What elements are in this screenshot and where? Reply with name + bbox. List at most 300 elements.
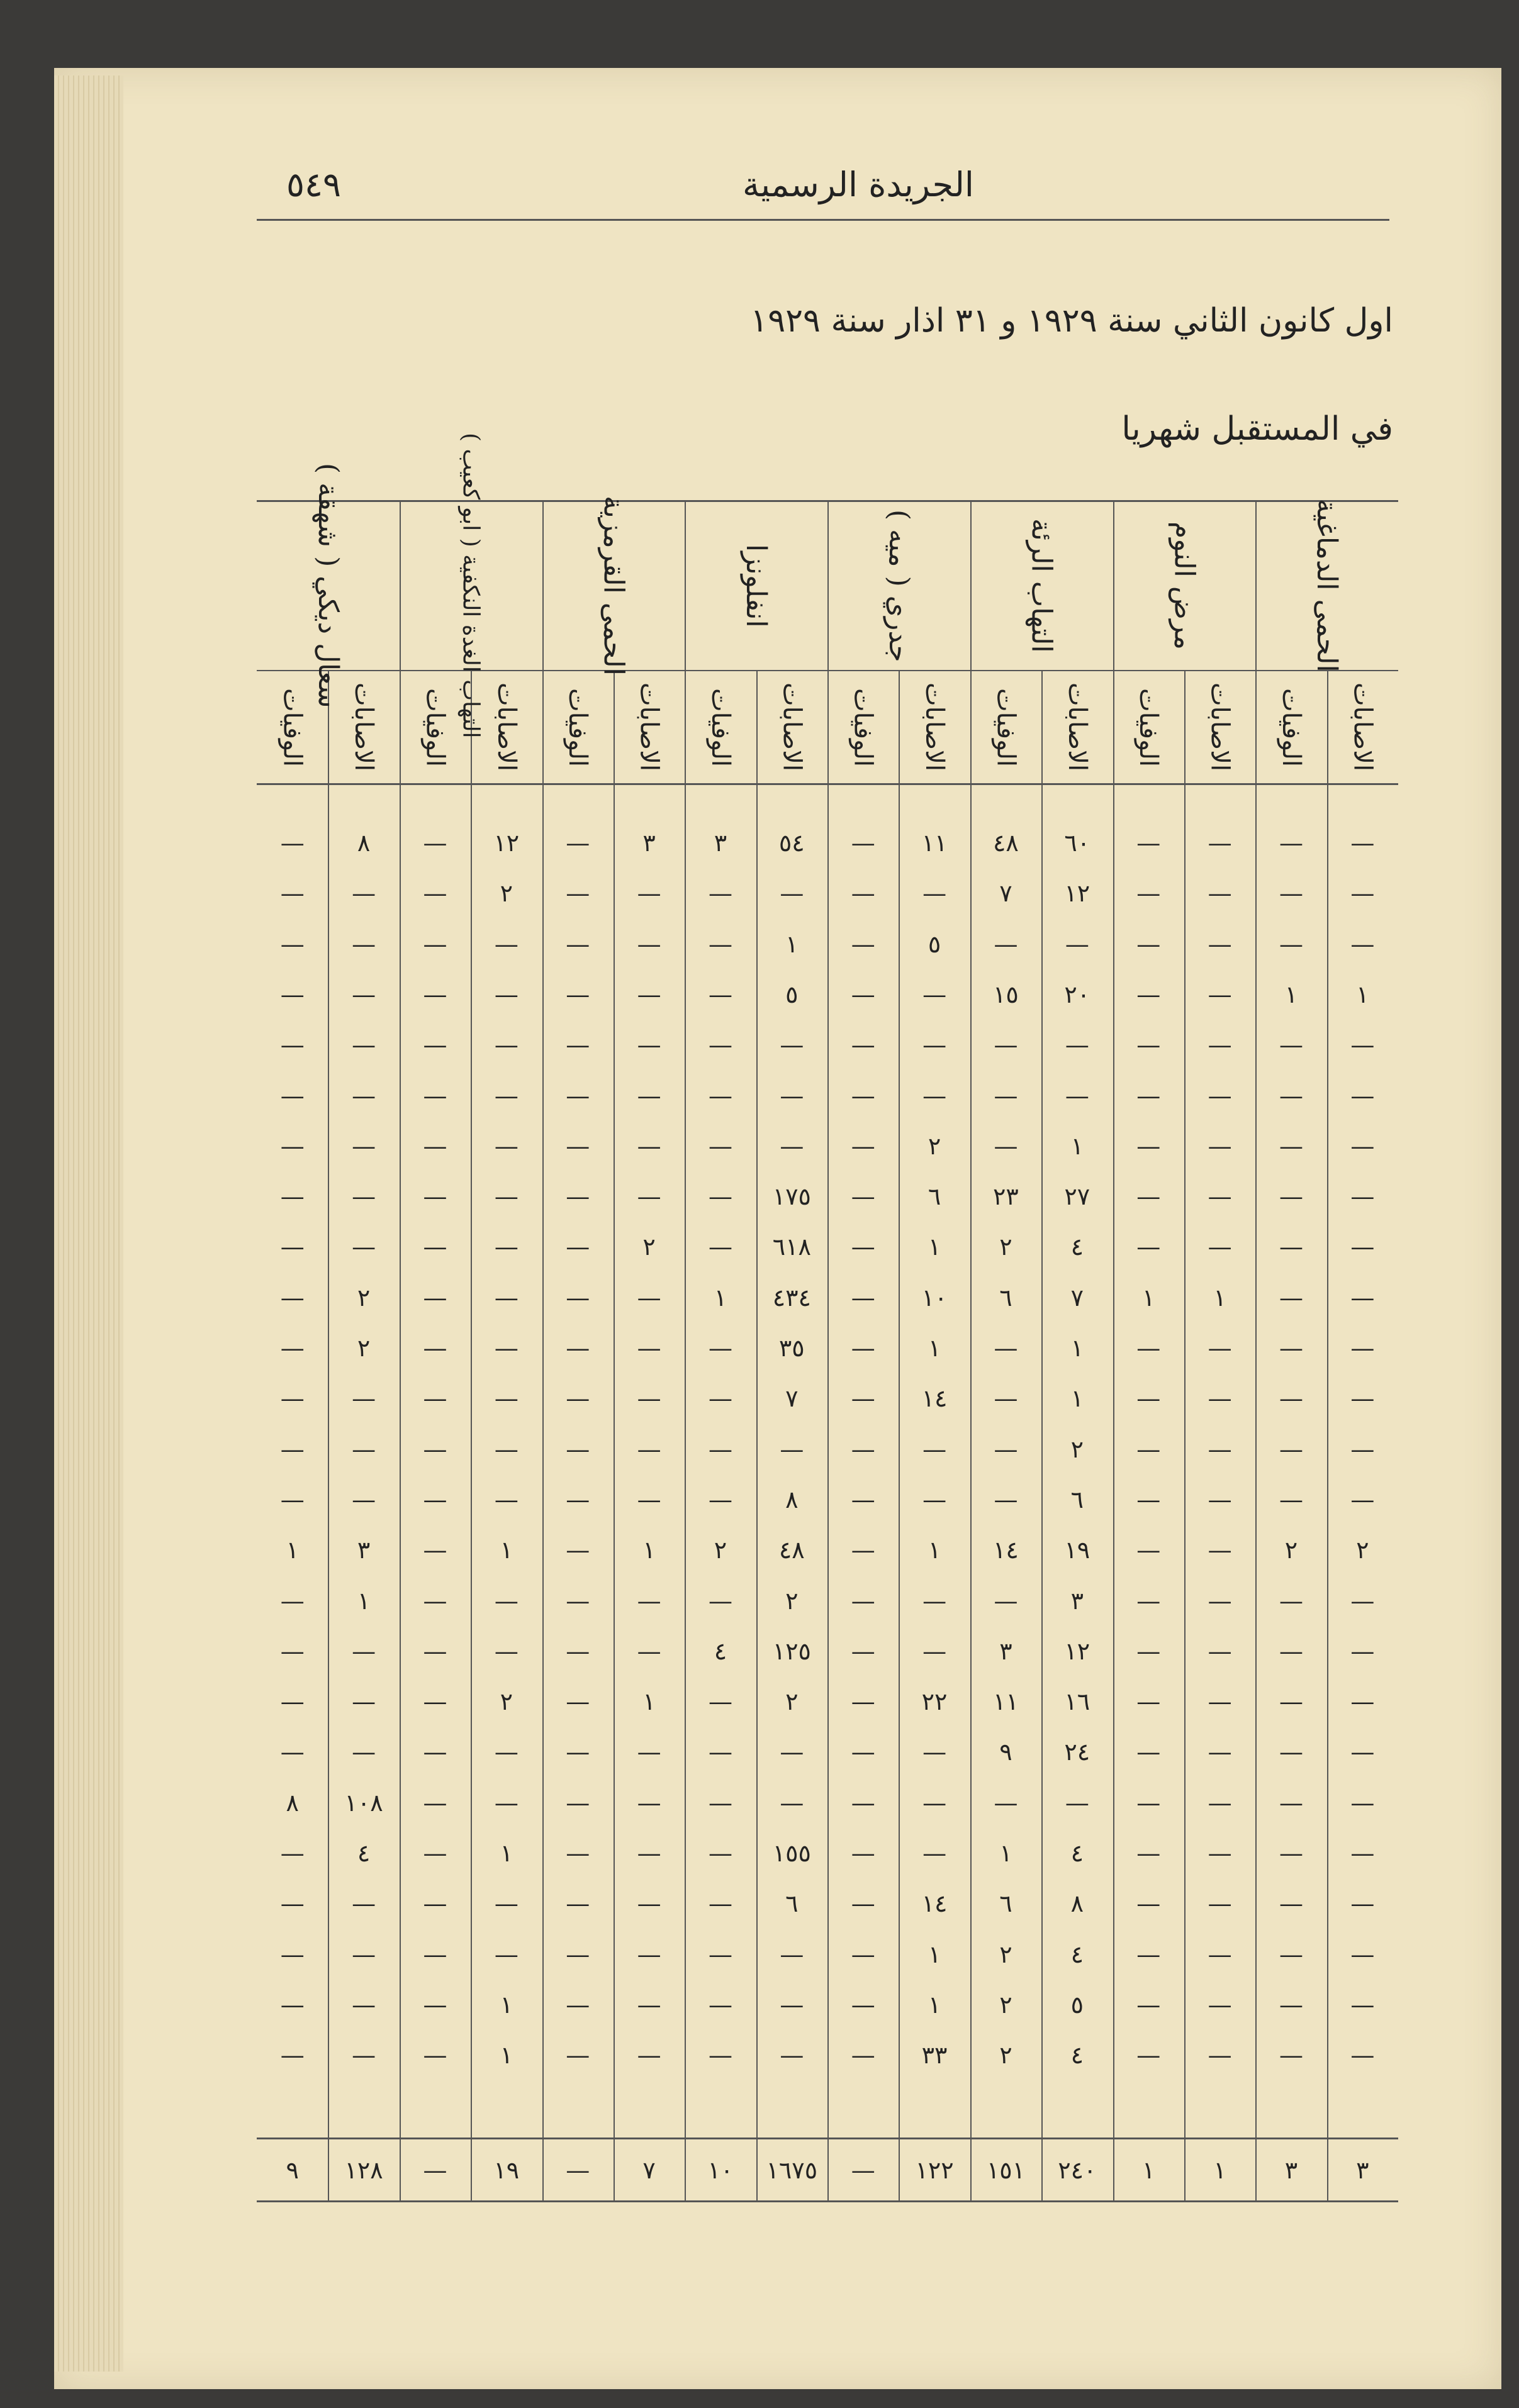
table-cell: ٩ bbox=[999, 1738, 1012, 1766]
table-cell: — bbox=[922, 1738, 947, 1766]
table-cell: — bbox=[922, 1637, 947, 1665]
table-cell: — bbox=[1208, 1334, 1232, 1362]
table-cell: ٦١٨ bbox=[772, 1233, 811, 1261]
table-cell: ٤٨ bbox=[993, 829, 1019, 857]
table-cell: — bbox=[1350, 1435, 1375, 1463]
table-cell: — bbox=[1208, 1990, 1232, 2019]
table-cell: — bbox=[566, 1233, 590, 1261]
table-cell: ١١ bbox=[993, 1688, 1019, 1716]
table-cell: — bbox=[352, 1183, 376, 1211]
table-cell: ٥ bbox=[928, 930, 941, 958]
table-cell: ١٠ bbox=[921, 1283, 948, 1312]
table-cell: — bbox=[1208, 1081, 1232, 1110]
disease-header-label: جدري ( ميه ) bbox=[882, 509, 915, 662]
table-cell: — bbox=[280, 1940, 305, 1968]
table-cell: ١٩ bbox=[1064, 1536, 1090, 1564]
table-cell: ١٦ bbox=[1064, 1688, 1090, 1716]
table-cell: — bbox=[423, 1485, 447, 1513]
table-cell: — bbox=[494, 1334, 518, 1362]
table-cell: ١ bbox=[642, 1688, 656, 1716]
table-cell: — bbox=[851, 980, 875, 1008]
table-cell: — bbox=[922, 1435, 947, 1463]
disease-header bbox=[542, 496, 685, 676]
cases-subheader: الاصابات bbox=[1348, 683, 1377, 772]
table-cell: — bbox=[566, 2041, 590, 2070]
table-cell: — bbox=[1136, 1586, 1161, 1615]
table-cell: — bbox=[1279, 1637, 1303, 1665]
table-cell: — bbox=[494, 1586, 518, 1615]
deaths-subheader: الوفيات bbox=[277, 688, 307, 767]
table-cell: — bbox=[637, 1435, 661, 1463]
table-cell: — bbox=[851, 1586, 875, 1615]
table-cell: — bbox=[1279, 1283, 1303, 1312]
table-cell: — bbox=[1279, 1586, 1303, 1615]
table-cell: — bbox=[708, 1435, 732, 1463]
table-cell: ٢ bbox=[500, 1688, 513, 1716]
table-cell: — bbox=[566, 1990, 590, 2019]
table-cell: — bbox=[708, 1485, 732, 1513]
table-cell: — bbox=[637, 1890, 661, 1918]
table-cell: — bbox=[637, 1334, 661, 1362]
deaths-subheader: الوفيات bbox=[991, 688, 1021, 767]
table-cell: — bbox=[352, 1031, 376, 1059]
table-cell: ١ bbox=[500, 1536, 513, 1564]
table-cell: — bbox=[566, 1485, 590, 1513]
table-cell: — bbox=[922, 980, 947, 1008]
table-cell: — bbox=[1208, 879, 1232, 908]
table-cell: — bbox=[494, 1485, 518, 1513]
table-cell: — bbox=[1279, 1081, 1303, 1110]
table-cell: ٢ bbox=[714, 1536, 727, 1564]
table-cell: — bbox=[780, 1031, 804, 1059]
table-bottom-rule bbox=[257, 2200, 1398, 2202]
table-cell: — bbox=[1208, 1233, 1232, 1261]
table-cell: — bbox=[1208, 1688, 1232, 1716]
table-cell: — bbox=[1136, 1081, 1161, 1110]
table-cell: ٢٤ bbox=[1064, 1738, 1090, 1766]
table-cell: — bbox=[637, 1990, 661, 2019]
disease-header bbox=[1255, 499, 1398, 672]
table-cell: — bbox=[423, 1890, 447, 1918]
table-cell: ٢ bbox=[999, 1233, 1012, 1261]
table-cell: — bbox=[566, 1435, 590, 1463]
table-cell: — bbox=[708, 1233, 732, 1261]
table-cell: — bbox=[1279, 1233, 1303, 1261]
table-cell: — bbox=[994, 930, 1018, 958]
table-cell: — bbox=[637, 1637, 661, 1665]
table-cell: ٥ bbox=[785, 980, 799, 1008]
table-cell: — bbox=[708, 1334, 732, 1362]
table-cell: — bbox=[1208, 2041, 1232, 2070]
table-cell: — bbox=[708, 1385, 732, 1413]
table-cell: ١ bbox=[642, 1536, 656, 1564]
table-cell: ٢ bbox=[999, 2041, 1012, 2070]
table-cell: — bbox=[1136, 1132, 1161, 1160]
table-cell: — bbox=[1208, 1031, 1232, 1059]
table-cell: — bbox=[1350, 1183, 1375, 1211]
table-cell: ٤ bbox=[1070, 1940, 1084, 1968]
table-cell: — bbox=[1208, 1183, 1232, 1211]
table-cell: — bbox=[851, 1132, 875, 1160]
table-cell: — bbox=[780, 2041, 804, 2070]
table-cell: ١ bbox=[928, 1536, 941, 1564]
disease-header-label: التهاب الغدة النكفية ( ابو كعيب ) bbox=[457, 433, 484, 739]
total-cell: ٣ bbox=[1284, 2156, 1298, 2184]
table-cell: — bbox=[1208, 1485, 1232, 1513]
table-cell: — bbox=[494, 1890, 518, 1918]
deaths-subheader: الوفيات bbox=[1134, 688, 1163, 767]
table-cell: — bbox=[280, 1738, 305, 1766]
table-cell: — bbox=[637, 1031, 661, 1059]
table-cell: — bbox=[280, 1183, 305, 1211]
table-cell: — bbox=[1136, 1435, 1161, 1463]
table-cell: — bbox=[1136, 1688, 1161, 1716]
table-cell: — bbox=[494, 1031, 518, 1059]
table-cell: — bbox=[780, 1081, 804, 1110]
table-cell: — bbox=[1350, 1081, 1375, 1110]
table-cell: ٢٠ bbox=[1064, 980, 1090, 1008]
table-cell: — bbox=[708, 1788, 732, 1817]
table-cell: — bbox=[994, 1385, 1018, 1413]
disease-header bbox=[257, 463, 400, 708]
table-cell: — bbox=[280, 1081, 305, 1110]
table-cell: — bbox=[566, 1536, 590, 1564]
table-cell: — bbox=[494, 1183, 518, 1211]
total-cell: ٢٤٠ bbox=[1058, 2156, 1097, 2184]
table-cell: ٢ bbox=[1070, 1435, 1084, 1463]
table-cell: — bbox=[994, 1435, 1018, 1463]
table-cell: — bbox=[851, 1536, 875, 1564]
table-cell: — bbox=[637, 1132, 661, 1160]
table-cell: — bbox=[851, 1839, 875, 1867]
table-cell: — bbox=[1208, 829, 1232, 857]
table-cell: ٨ bbox=[357, 829, 371, 857]
table-cell: — bbox=[708, 1081, 732, 1110]
table-cell: — bbox=[280, 1890, 305, 1918]
table-cell: — bbox=[1350, 1990, 1375, 2019]
table-cell: ١ bbox=[928, 1990, 941, 2019]
table-cell: — bbox=[851, 930, 875, 958]
table-cell: — bbox=[1279, 1031, 1303, 1059]
table-cell: — bbox=[780, 1132, 804, 1160]
total-cell: ١٠ bbox=[707, 2156, 734, 2184]
table-cell: — bbox=[1136, 1637, 1161, 1665]
table-cell: — bbox=[1279, 829, 1303, 857]
table-cell: — bbox=[851, 1031, 875, 1059]
table-cell: — bbox=[708, 1586, 732, 1615]
deaths-subheader: الوفيات bbox=[420, 688, 450, 767]
table-cell: — bbox=[637, 1485, 661, 1513]
table-cell: — bbox=[423, 829, 447, 857]
total-cell: — bbox=[851, 2156, 875, 2184]
table-cell: ٢٧ bbox=[1064, 1183, 1090, 1211]
table-cell: — bbox=[423, 1738, 447, 1766]
cases-subheader: الاصابات bbox=[920, 683, 950, 772]
table-cell: — bbox=[851, 1890, 875, 1918]
total-cell: ١ bbox=[1141, 2156, 1155, 2184]
table-cell: — bbox=[708, 1031, 732, 1059]
table-cell: — bbox=[851, 829, 875, 857]
disease-header bbox=[970, 504, 1113, 667]
table-cell: — bbox=[1136, 879, 1161, 908]
table-cell: — bbox=[352, 1738, 376, 1766]
table-cell: ٢ bbox=[642, 1233, 656, 1261]
table-cell: — bbox=[423, 1788, 447, 1817]
total-cell: ١٢٨ bbox=[344, 2156, 383, 2184]
table-cell: — bbox=[851, 1637, 875, 1665]
table-cell: — bbox=[708, 1890, 732, 1918]
table-cell: — bbox=[1136, 1183, 1161, 1211]
table-cell: ١ bbox=[928, 1233, 941, 1261]
table-cell: — bbox=[994, 1788, 1018, 1817]
table-cell: — bbox=[1208, 980, 1232, 1008]
table-cell: — bbox=[922, 1839, 947, 1867]
table-cell: — bbox=[1350, 2041, 1375, 2070]
table-cell: — bbox=[1136, 930, 1161, 958]
table-cell: — bbox=[1350, 1890, 1375, 1918]
table-cell: — bbox=[280, 1132, 305, 1160]
table-cell: — bbox=[566, 879, 590, 908]
table-cell: — bbox=[851, 1183, 875, 1211]
total-cell: ١٦٧٥ bbox=[766, 2156, 818, 2184]
journal-title: الجريدة الرسمية bbox=[743, 165, 974, 204]
table-cell: ٧ bbox=[785, 1385, 799, 1413]
table-cell: ٢ bbox=[928, 1132, 941, 1160]
monthly-note-line: في المستقبل شهريا bbox=[1121, 410, 1393, 448]
table-cell: — bbox=[1350, 1688, 1375, 1716]
table-cell: ٢ bbox=[999, 1990, 1012, 2019]
table-cell: — bbox=[280, 1385, 305, 1413]
table-cell: — bbox=[1279, 1890, 1303, 1918]
table-cell: — bbox=[352, 1637, 376, 1665]
table-cell: — bbox=[851, 1738, 875, 1766]
table-cell: — bbox=[423, 1385, 447, 1413]
table-cell: ٤ bbox=[1070, 1233, 1084, 1261]
table-cell: ٣ bbox=[642, 829, 656, 857]
table-cell: — bbox=[1279, 930, 1303, 958]
disease-header bbox=[685, 504, 827, 667]
table-cell: ١٧٥ bbox=[772, 1183, 811, 1211]
table-cell: — bbox=[1208, 1738, 1232, 1766]
table-cell: — bbox=[352, 930, 376, 958]
table-cell: — bbox=[280, 1334, 305, 1362]
table-cell: — bbox=[1279, 1485, 1303, 1513]
table-cell: ١٤ bbox=[921, 1385, 948, 1413]
table-cell: — bbox=[922, 1485, 947, 1513]
table-cell: — bbox=[1350, 1385, 1375, 1413]
table-cell: — bbox=[1136, 980, 1161, 1008]
table-cell: ١٤ bbox=[921, 1890, 948, 1918]
table-cell: — bbox=[851, 1688, 875, 1716]
table-cell: — bbox=[352, 1990, 376, 2019]
table-cell: ٢ bbox=[357, 1283, 371, 1312]
table-cell: — bbox=[566, 1081, 590, 1110]
table-cell: — bbox=[851, 1940, 875, 1968]
disease-header-label: سعال ديكي ( شهقة ) bbox=[311, 463, 344, 708]
cases-subheader: الاصابات bbox=[349, 683, 379, 772]
table-cell: — bbox=[280, 829, 305, 857]
table-cell: — bbox=[566, 1788, 590, 1817]
table-cell: ١ bbox=[1070, 1132, 1084, 1160]
total-cell: ١٩ bbox=[493, 2156, 520, 2184]
table-cell: — bbox=[423, 980, 447, 1008]
table-cell: — bbox=[1279, 1132, 1303, 1160]
table-cell: — bbox=[1136, 1334, 1161, 1362]
table-cell: — bbox=[352, 1940, 376, 1968]
table-cell: — bbox=[637, 1788, 661, 1817]
table-cell: ٢ bbox=[1356, 1536, 1369, 1564]
table-cell: ٢٢ bbox=[921, 1688, 948, 1716]
table-cell: — bbox=[494, 1385, 518, 1413]
table-cell: ٤ bbox=[357, 1839, 371, 1867]
table-cell: — bbox=[566, 1283, 590, 1312]
table-cell: — bbox=[1279, 879, 1303, 908]
table-cell: — bbox=[352, 879, 376, 908]
table-cell: ٦٠ bbox=[1064, 829, 1090, 857]
table-cell: ٢٣ bbox=[993, 1183, 1019, 1211]
disease-header bbox=[827, 504, 970, 667]
table-cell: ١٥ bbox=[993, 980, 1019, 1008]
table-cell: — bbox=[280, 2041, 305, 2070]
table-cell: — bbox=[1136, 1385, 1161, 1413]
table-cell: — bbox=[1208, 1536, 1232, 1564]
table-cell: — bbox=[280, 930, 305, 958]
table-cell: — bbox=[494, 1132, 518, 1160]
table-cell: — bbox=[494, 1081, 518, 1110]
table-cell: — bbox=[566, 1688, 590, 1716]
table-cell: — bbox=[352, 1890, 376, 1918]
table-cell: ١٢٥ bbox=[772, 1637, 811, 1665]
table-cell: — bbox=[494, 1940, 518, 1968]
table-cell: — bbox=[1136, 1990, 1161, 2019]
table-cell: — bbox=[637, 1283, 661, 1312]
table-cell: — bbox=[423, 879, 447, 908]
page-edge bbox=[54, 75, 123, 2372]
table-cell: ٢ bbox=[785, 1586, 799, 1615]
table-cell: — bbox=[423, 1283, 447, 1312]
table-cell: — bbox=[280, 1688, 305, 1716]
table-cell: — bbox=[280, 1839, 305, 1867]
table-cell: — bbox=[352, 1385, 376, 1413]
table-cell: ٣ bbox=[999, 1637, 1012, 1665]
table-cell: ٨ bbox=[1070, 1890, 1084, 1918]
table-cell: — bbox=[851, 1485, 875, 1513]
table-cell: — bbox=[352, 1132, 376, 1160]
cases-subheader: الاصابات bbox=[491, 683, 521, 772]
table-cell: — bbox=[566, 980, 590, 1008]
table-cell: ٣ bbox=[714, 829, 727, 857]
table-cell: — bbox=[851, 1283, 875, 1312]
table-cell: — bbox=[994, 1132, 1018, 1160]
table-cell: — bbox=[494, 1738, 518, 1766]
table-cell: — bbox=[1136, 1940, 1161, 1968]
table-cell: — bbox=[280, 1233, 305, 1261]
cases-subheader: الاصابات bbox=[634, 683, 664, 772]
total-cell: — bbox=[566, 2156, 590, 2184]
table-cell: — bbox=[423, 2041, 447, 2070]
disease-header-label: انفلونزا bbox=[740, 543, 773, 628]
table-cell: — bbox=[1208, 1132, 1232, 1160]
table-cell: — bbox=[1350, 1132, 1375, 1160]
total-cell: — bbox=[423, 2156, 447, 2184]
table-cell: — bbox=[423, 930, 447, 958]
table-cell: — bbox=[566, 1586, 590, 1615]
deaths-subheader: الوفيات bbox=[1276, 688, 1306, 767]
date-range-line: اول كانون الثاني سنة ١٩٢٩ و ٣١ اذار سنة ١٩٢٩ bbox=[750, 302, 1393, 340]
table-cell: — bbox=[494, 930, 518, 958]
table-cell: — bbox=[1350, 1738, 1375, 1766]
table-cell: — bbox=[352, 1485, 376, 1513]
table-cell: — bbox=[851, 1990, 875, 2019]
table-cell: ٦ bbox=[928, 1183, 941, 1211]
table-cell: — bbox=[1279, 1990, 1303, 2019]
total-cell: ٧ bbox=[642, 2156, 656, 2184]
table-cell: — bbox=[637, 1385, 661, 1413]
table-cell: — bbox=[1350, 1940, 1375, 1968]
table-cell: — bbox=[1136, 1536, 1161, 1564]
table-cell: ١٥٥ bbox=[772, 1839, 811, 1867]
header-rule bbox=[257, 219, 1389, 221]
table-cell: — bbox=[1136, 1890, 1161, 1918]
table-cell: — bbox=[1208, 930, 1232, 958]
deaths-subheader: الوفيات bbox=[848, 688, 878, 767]
table-cell: — bbox=[1208, 1890, 1232, 1918]
table-cell: — bbox=[352, 980, 376, 1008]
total-cell: ١٥١ bbox=[986, 2156, 1026, 2184]
table-cell: ١ bbox=[500, 1839, 513, 1867]
table-cell: — bbox=[1350, 1283, 1375, 1312]
table-cell: — bbox=[1136, 1031, 1161, 1059]
table-cell: ٦ bbox=[999, 1890, 1012, 1918]
disease-header-label: الحمى الدماغية bbox=[1311, 499, 1343, 672]
table-cell: — bbox=[637, 1738, 661, 1766]
table-cell: ١ bbox=[500, 1990, 513, 2019]
table-cell: — bbox=[423, 1688, 447, 1716]
table-cell: — bbox=[708, 1132, 732, 1160]
table-cell: — bbox=[1279, 1788, 1303, 1817]
table-cell: — bbox=[851, 1081, 875, 1110]
table-cell: — bbox=[708, 1688, 732, 1716]
table-cell: — bbox=[1279, 1940, 1303, 1968]
table-cell: — bbox=[280, 1586, 305, 1615]
total-cell: ١٢٢ bbox=[915, 2156, 954, 2184]
table-cell: — bbox=[708, 1183, 732, 1211]
table-cell: — bbox=[1136, 1738, 1161, 1766]
table-cell: — bbox=[1279, 1688, 1303, 1716]
table-cell: ٨ bbox=[286, 1788, 299, 1817]
table-cell: — bbox=[708, 879, 732, 908]
table-cell: ٤ bbox=[714, 1637, 727, 1665]
table-cell: ١ bbox=[928, 1334, 941, 1362]
table-cell: — bbox=[922, 1081, 947, 1110]
table-cell: — bbox=[1350, 1788, 1375, 1817]
table-cell: — bbox=[566, 1890, 590, 1918]
table-cell: ٢ bbox=[785, 1688, 799, 1716]
disease-header-label: التهاب الرئة bbox=[1025, 518, 1058, 653]
table-cell: — bbox=[280, 1031, 305, 1059]
cases-subheader: الاصابات bbox=[777, 683, 807, 772]
table-cell: — bbox=[708, 1738, 732, 1766]
table-cell: — bbox=[1350, 1233, 1375, 1261]
table-cell: — bbox=[566, 1132, 590, 1160]
table-cell: — bbox=[994, 1081, 1018, 1110]
table-cell: — bbox=[708, 1940, 732, 1968]
table-cell: — bbox=[851, 1385, 875, 1413]
table-cell: — bbox=[637, 1940, 661, 1968]
table-cell: — bbox=[851, 1435, 875, 1463]
table-cell: — bbox=[1136, 1485, 1161, 1513]
table-cell: — bbox=[1279, 1385, 1303, 1413]
